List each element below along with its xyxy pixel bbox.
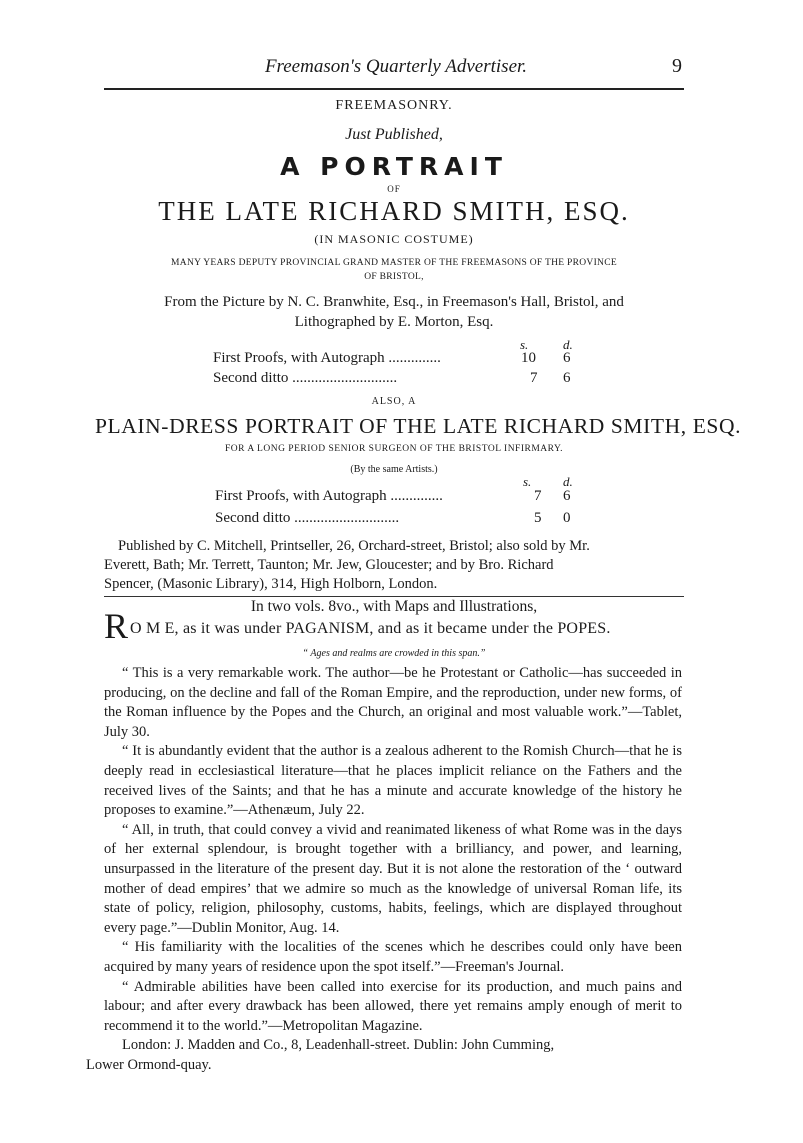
running-title: Freemason's Quarterly Advertiser. bbox=[264, 56, 528, 77]
ad2-imprint-line1: London: J. Madden and Co., 8, Leadenhall-street. Dublin: John Cumming, bbox=[122, 1037, 555, 1054]
ad2-dropcap: R bbox=[104, 606, 129, 646]
price-row-label: First Proofs, with Autograph .............. bbox=[213, 350, 441, 366]
ad1-costume: (IN MASONIC COSTUME) bbox=[314, 232, 474, 246]
price-row-label: Second ditto ............................ bbox=[213, 370, 398, 386]
ad1-published-line1: Published by C. Mitchell, Printseller, 26, Orchard-street, Bristol; also sold by Mr. bbox=[118, 538, 590, 554]
ad1-just-published: Just Published, bbox=[345, 126, 443, 143]
ad1-plain-title: PLAIN-DRESS PORTRAIT OF THE LATE RICHARD SMITH, ESQ. bbox=[95, 414, 742, 438]
ad1-from-line2: Lithographed by E. Morton, Esq. bbox=[294, 314, 494, 330]
price-row-d: 6 bbox=[563, 488, 571, 504]
price-row-label: Second ditto ............................ bbox=[215, 510, 400, 526]
ad1-surgeon: FOR A LONG PERIOD SENIOR SURGEON OF THE BRISTOL INFIRMARY. bbox=[225, 444, 563, 454]
ad2-imprint bbox=[86, 1036, 682, 1075]
ad1-name: THE LATE RICHARD SMITH, ESQ. bbox=[158, 196, 630, 226]
ad1-office-line2: OF BRISTOL, bbox=[364, 272, 424, 282]
price-row-d: 6 bbox=[563, 350, 571, 366]
ad1-also: ALSO, A bbox=[371, 396, 417, 407]
ad1-artists: (By the same Artists.) bbox=[350, 464, 438, 475]
ad2-epigraph: “ Ages and realms are crowded in this span.” bbox=[302, 648, 486, 659]
ad1-published-line2: Everett, Bath; Mr. Terrett, Taunton; Mr. Jew, Gloucester; and by Bro. Richard bbox=[104, 557, 554, 573]
price-head-d: d. bbox=[563, 474, 573, 489]
ad1-of: OF bbox=[387, 184, 401, 194]
price-head-s: s. bbox=[523, 474, 532, 489]
price-row-s: 7 bbox=[534, 488, 542, 504]
section-rule bbox=[104, 596, 684, 597]
page-number: 9 bbox=[672, 55, 682, 77]
ad2-title: O M E, as it was under PAGANISM, and as it became under the POPES. bbox=[130, 620, 611, 637]
price-row-s: 5 bbox=[534, 510, 542, 526]
price-row-s: 7 bbox=[530, 370, 538, 386]
price-row-s: 10 bbox=[521, 350, 536, 366]
ad1-published-line3: Spencer, (Masonic Library), 314, High Holborn, London. bbox=[104, 576, 438, 592]
running-header bbox=[104, 56, 688, 84]
ad1-office-line1: MANY YEARS DEPUTY PROVINCIAL GRAND MASTER OF THE FREEMASONS OF THE PROVINCE bbox=[171, 258, 617, 268]
price-head-d: d. bbox=[563, 337, 573, 352]
price-row-d: 6 bbox=[563, 370, 571, 386]
review-paragraph: “ All, in truth, that could convey a vivid and reanimated likeness of what Rome was in the days of her external splendour, is brought together with a brilliancy, and power, and learning, unsurpassed in the literature of the present day. But it is not alone the restoration of the ‘ outward mother of dead empires’ that we admire so much as the knowledge of universal Roman life, its state of policy, religion, philosophy, customs, habits, feelings, which are displayed throughout every page.”—Dublin Monitor, Aug. 14. bbox=[104, 821, 682, 936]
price-row-d: 0 bbox=[563, 510, 571, 526]
ad2-reviews bbox=[86, 664, 682, 1075]
review-paragraph: “ This is a very remarkable work. The author—be he Protestant or Catholic—has succeeded in producing, on the decline and fall of the Roman Empire, and the reproduction, under new forms, of the Roman influence by the Popes and the Church, an original and most valuable work.”—Tablet, July 30. bbox=[104, 665, 682, 740]
review-paragraph: “ Admirable abilities have been called into exercise for its production, and much pains and labour; and after every drawback has been allowed, there yet remains amply enough of merit to recommend it to the world.”—Metropolitan Magazine. bbox=[104, 978, 682, 1034]
price-head-s: s. bbox=[520, 337, 529, 352]
header-rule bbox=[104, 88, 684, 90]
ad2-intro: In two vols. 8vo., with Maps and Illustrations, bbox=[250, 598, 538, 615]
review-paragraph: “ It is abundantly evident that the author is a zealous adherent to the Romish Church—that he is deeply read in ecclesiastical literature—that he places implicit reliance on the Fathers and the received lives of the Saints; and that he has a minute and accurate knowledge of the history he proposes to examine.”—Athenæum, July 22. bbox=[104, 743, 682, 819]
ad2-imprint-line2: Lower Ormond-quay. bbox=[86, 1056, 212, 1073]
review-paragraph: “ His familiarity with the localities of the scenes which he describes could only have been acquired by many years of residence upon the spot itself.”—Freeman's Journal. bbox=[104, 939, 682, 975]
ad1-from-line1: From the Picture by N. C. Branwhite, Esq., in Freemason's Hall, Bristol, and bbox=[164, 294, 624, 310]
ad1-kicker: FREEMASONRY. bbox=[335, 98, 453, 113]
price-row-label: First Proofs, with Autograph .............. bbox=[215, 488, 443, 504]
ad1-headline: A PORTRAIT bbox=[280, 152, 508, 181]
